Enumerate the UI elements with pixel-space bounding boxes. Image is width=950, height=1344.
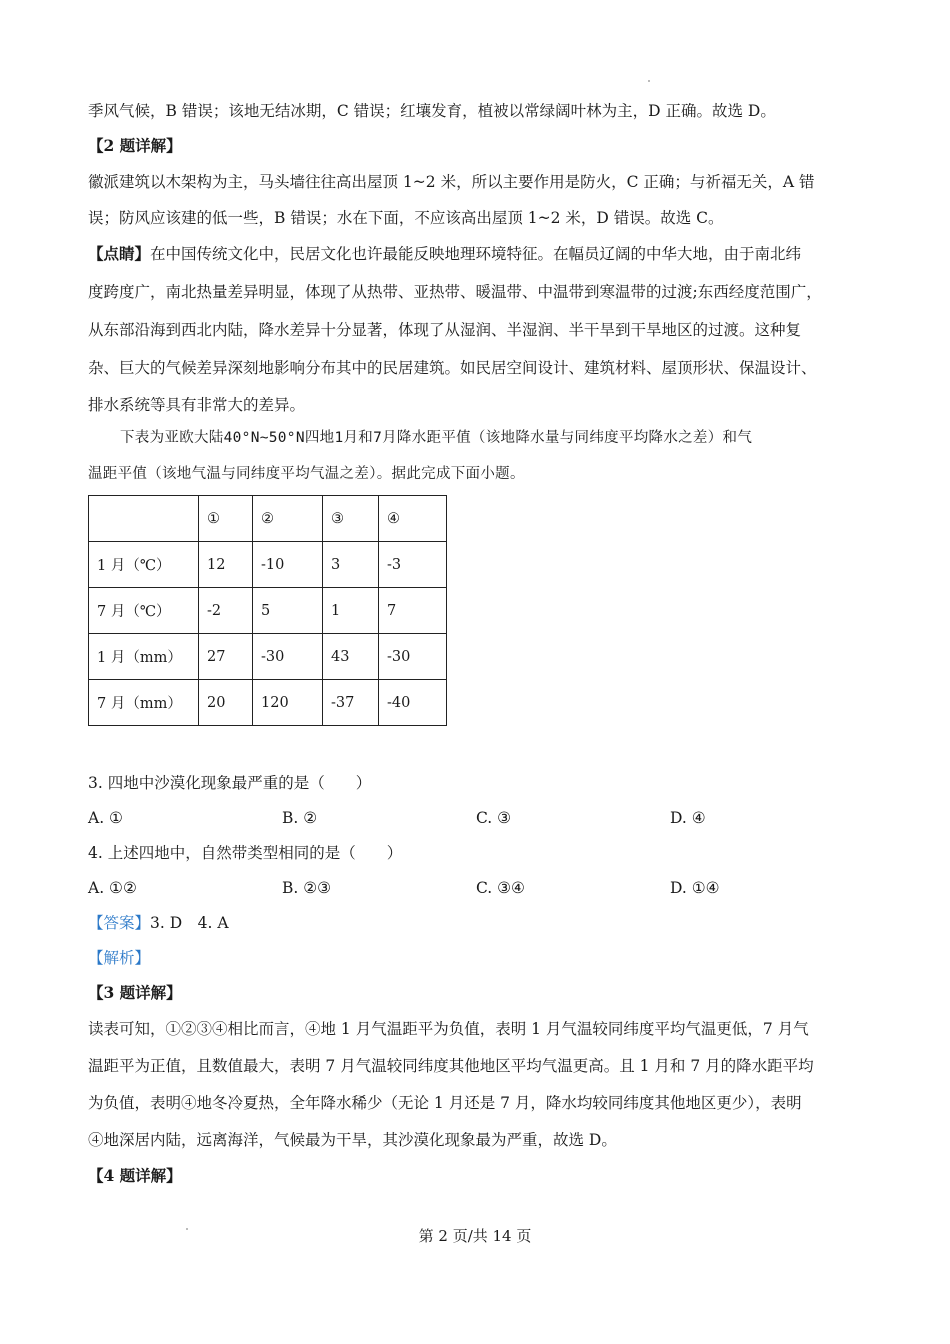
table-cell: 1 月（mm） — [89, 634, 199, 680]
table-cell: -30 — [379, 634, 447, 680]
table-header-cell: ④ — [379, 496, 447, 542]
table-cell: -40 — [379, 680, 447, 726]
answer-label: 【答案】 — [88, 914, 151, 932]
q3-detail-line: 温距平为正值，且数值最大，表明 7 月气温较同纬度其他地区平均气温更高。且 1 月和 7 月的降水距平均 — [88, 1057, 814, 1075]
table-header-row — [89, 496, 447, 542]
dianjing-line: 杂、巨大的气候差异深刻地影响分布其中的民居建筑。如民居空间设计、建筑材料、屋顶形状、保温设计、 — [88, 359, 817, 377]
q3-detail-line: 读表可知，①②③④相比而言，④地 1 月气温距平为负值，表明 1 月气温较同纬度平均气温更低，7 月气 — [88, 1020, 809, 1038]
table-cell: 7 月（℃） — [89, 588, 199, 634]
table-cell: 7 月（mm） — [89, 680, 199, 726]
q3-option-d: D. ④ — [670, 809, 706, 827]
q4-option-d: D. ①④ — [670, 879, 720, 897]
q3-option-b: B. ② — [282, 809, 318, 827]
q4-detail-heading: 【4 题详解】 — [88, 1166, 182, 1185]
table-header-cell: ③ — [323, 496, 379, 542]
dianjing-text: 在中国传统文化中，民居文化也许最能反映地理环境特征。在幅员辽阔的中华大地，由于南北纬 — [150, 245, 802, 263]
q4-stem: 4. 上述四地中，自然带类型相同的是（ ） — [88, 844, 403, 862]
dianjing-label: 【点睛】 — [88, 244, 151, 263]
scan-dot — [648, 80, 650, 82]
table-row — [89, 634, 447, 680]
q3-option-a: A. ① — [88, 809, 123, 827]
q2-detail-heading: 【2 题详解】 — [88, 136, 182, 155]
intro-line: 下表为亚欧大陆40°N~50°N四地1月和7月降水距平值（该地降水量与同纬度平均降水之差）和气 — [120, 430, 753, 446]
table-header-cell: ② — [253, 496, 323, 542]
dianjing-line: 从东部沿海到西北内陆，降水差异十分显著，体现了从湿润、半湿润、半干旱到干旱地区的过渡。这种复 — [88, 321, 802, 339]
q4-option-a: A. ①② — [88, 879, 137, 897]
table-cell: -2 — [199, 588, 253, 634]
table-cell: 120 — [253, 680, 323, 726]
table-header-cell — [89, 496, 199, 542]
q3-option-c: C. ③ — [476, 809, 512, 827]
table-cell: 7 — [379, 588, 447, 634]
paragraph-line: 季风气候，B 错误；该地无结冰期，C 错误；红壤发育，植被以常绿阔叶林为主，D 正确。故选 D。 — [88, 102, 776, 120]
analysis-label: 【解析】 — [88, 949, 151, 967]
table-cell: -10 — [253, 542, 323, 588]
intro-line: 温距平值（该地气温与同纬度平均气温之差）。据此完成下面小题。 — [88, 466, 525, 482]
q2-detail-line: 误；防风应该建的低一些，B 错误；水在下面，不应该高出屋顶 1~2 米，D 错误。故选 C。 — [88, 209, 724, 227]
q4-option-c: C. ③④ — [476, 879, 525, 897]
table-cell: 43 — [323, 634, 379, 680]
dianjing-line-1 — [88, 244, 878, 264]
answer-text: 3. D 4. A — [150, 914, 229, 932]
table-row — [89, 542, 447, 588]
table-cell: -37 — [323, 680, 379, 726]
table-cell: 3 — [323, 542, 379, 588]
table-cell: 1 月（℃） — [89, 542, 199, 588]
table-cell: 27 — [199, 634, 253, 680]
q3-stem: 3. 四地中沙漠化现象最严重的是（ ） — [88, 774, 372, 792]
table-header-cell: ① — [199, 496, 253, 542]
dianjing-line: 度跨度广，南北热量差异明显，体现了从热带、亚热带、暖温带、中温带到寒温带的过渡;东西经度范围广， — [88, 283, 822, 301]
table-cell: 12 — [199, 542, 253, 588]
dianjing-line: 排水系统等具有非常大的差异。 — [88, 396, 306, 414]
table-cell: 20 — [199, 680, 253, 726]
q3-detail-line: 为负值，表明④地冬冷夏热，全年降水稀少（无论 1 月还是 7 月，降水均较同纬度其他地区更少），表明 — [88, 1094, 802, 1112]
table-row — [89, 588, 447, 634]
table-row — [89, 680, 447, 726]
q4-option-b: B. ②③ — [282, 879, 332, 897]
answer-line — [88, 913, 878, 933]
table-cell: -3 — [379, 542, 447, 588]
data-table — [88, 495, 447, 726]
table-cell: 5 — [253, 588, 323, 634]
q2-detail-line: 徽派建筑以木架构为主，马头墙往往高出屋顶 1~2 米，所以主要作用是防火，C 正确；与祈福无关，A 错 — [88, 173, 815, 191]
q3-detail-heading: 【3 题详解】 — [88, 983, 182, 1002]
q3-detail-line: ④地深居内陆，远离海洋，气候最为干旱，其沙漠化现象最为严重，故选 D。 — [88, 1131, 617, 1149]
table-cell: 1 — [323, 588, 379, 634]
table-cell: -30 — [253, 634, 323, 680]
page-footer: 第 2 页/共 14 页 — [418, 1227, 532, 1245]
